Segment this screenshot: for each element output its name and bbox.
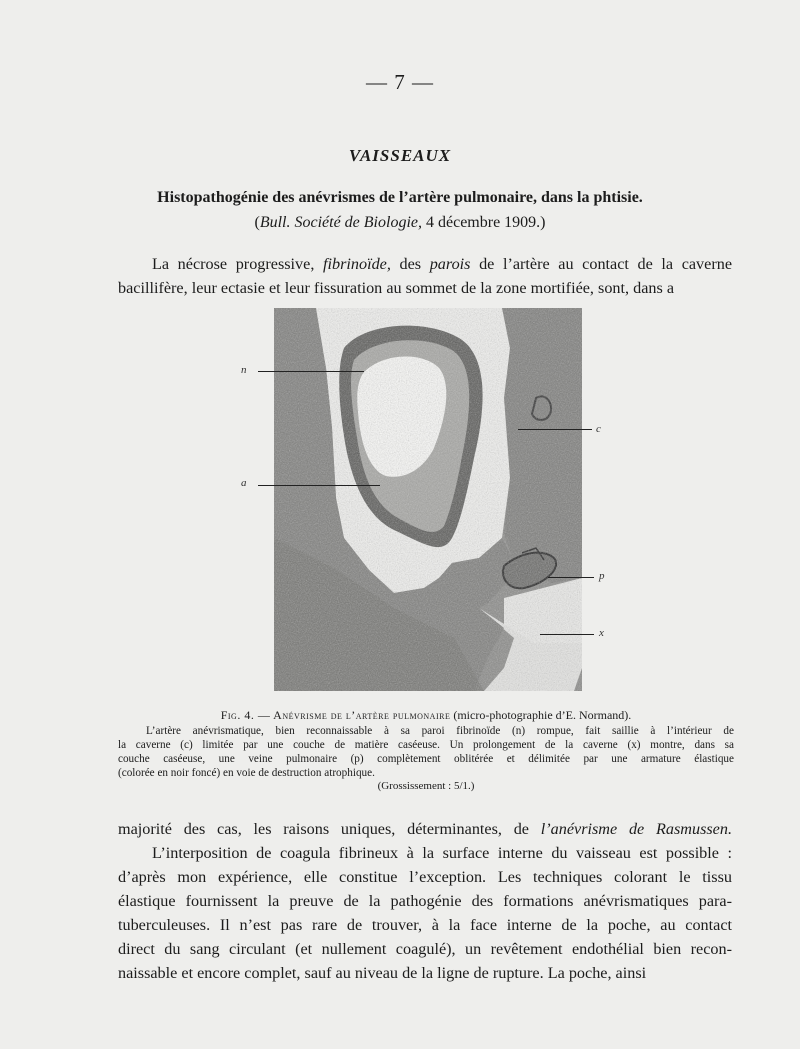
paragraph-line: d’après mon expérience, elle constitue l’exception. Les techniques colorant le tissu bbox=[118, 868, 732, 886]
figure-label-c: c bbox=[596, 423, 601, 435]
leader-line-x bbox=[540, 634, 594, 635]
micrograph-image bbox=[274, 308, 582, 691]
paragraph-line: L’interposition de coagula fibrineux à la surface interne du vaisseau est possible : bbox=[152, 844, 732, 862]
article-title: Histopathogénie des anévrismes de l’artère pulmonaire, dans la phtisie. bbox=[157, 189, 643, 206]
caption-line: couche caséeuse, une veine pulmonaire (p) complètement oblitérée et délimitée par une armature élastique bbox=[118, 753, 734, 765]
paragraph-line: La nécrose progressive, fibrinoïde, des parois de l’artère au contact de la caverne bbox=[152, 255, 733, 273]
leader-line-p bbox=[548, 577, 594, 578]
figure-label-p: p bbox=[599, 570, 605, 582]
figure-label-n: n bbox=[241, 364, 247, 376]
paragraph-line: majorité des cas, les raisons uniques, déterminantes, de l’anévrisme de Rasmussen. bbox=[118, 820, 732, 838]
section-title: VAISSEAUX bbox=[348, 146, 452, 165]
paragraph-line: tuberculeuses. Il n’est pas rare de trouver, à la face interne de la poche, au contact bbox=[118, 916, 732, 934]
paragraph-line: naissable et encore complet, sauf au niveau de la ligne de rupture. La poche, ainsi bbox=[118, 964, 647, 982]
figure-caption-body bbox=[118, 724, 734, 780]
leader-line-c bbox=[518, 429, 592, 430]
reference-open: ( bbox=[254, 214, 260, 231]
paragraph-line: direct du sang circulant (et nullement coagulé), un revêtement endothélial bien recon- bbox=[118, 940, 732, 958]
article-reference bbox=[0, 214, 800, 232]
reference-journal: Bull. Société de Biologie, bbox=[259, 214, 422, 231]
leader-line-n bbox=[258, 371, 364, 372]
figure-caption-title: Fig. 4. — Anévrisme de l’artère pulmonaire (micro-photographie d’E. Normand). bbox=[220, 708, 632, 722]
leader-line-a bbox=[258, 485, 380, 486]
paragraph-intro bbox=[118, 252, 732, 300]
figure-label-a: a bbox=[241, 477, 247, 489]
figure-label-x: x bbox=[599, 627, 604, 639]
caption-line: la caverne (c) limitée par une couche de matière caséeuse. Un prolongement de la caverne (x) montre, dans sa bbox=[118, 739, 734, 751]
micrograph-figure bbox=[274, 308, 582, 691]
figure-magnification: (Grossissement : 5/1.) bbox=[377, 780, 475, 792]
page-number: — 7 — bbox=[366, 70, 434, 94]
paragraph-continuation bbox=[118, 817, 732, 985]
caption-line: L’artère anévrismatique, bien reconnaissable à sa paroi fibrinoïde (n) rompue, fait saillie à l’intérieur de bbox=[146, 725, 734, 737]
reference-date: 4 décembre 1909.) bbox=[421, 214, 546, 231]
paragraph-line: bacillifère, leur ectasie et leur fissuration au sommet de la zone mortifiée, sont, dans a bbox=[118, 279, 675, 297]
caption-line: (colorée en noir foncé) en voie de destruction atrophique. bbox=[118, 767, 375, 779]
paragraph-line: élastique fournissent la preuve de la pathogénie des formations anévrismatiques para- bbox=[118, 892, 732, 910]
